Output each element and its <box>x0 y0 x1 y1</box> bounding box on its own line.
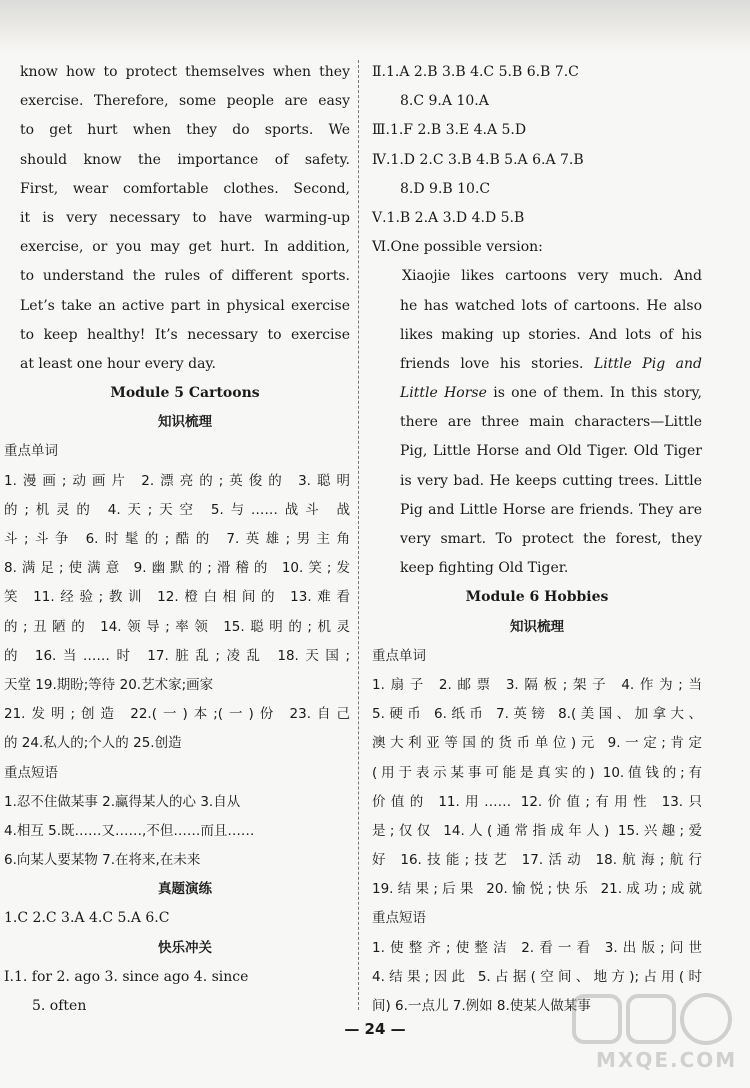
essay-line: exercise. Therefore, some people are easy <box>20 93 350 110</box>
words-line: 的 16.当……时 17.脏乱;凌乱 18.天国; <box>4 647 350 664</box>
story-line: keep fighting Old Tiger. <box>400 560 569 577</box>
phrases-line: 1.使整齐;使整洁 2.看一看 3.出版;问世 <box>372 939 702 956</box>
essay-line: to get hurt when they do sports. We <box>20 122 350 139</box>
section-heading-review: 知识梳理 <box>158 414 212 431</box>
exam-answers: 1.C 2.C 3.A 4.C 5.A 6.C <box>4 910 170 927</box>
module-title: Module 5 Cartoons <box>110 385 260 402</box>
answer-line: Ⅱ.1.A 2.B 3.B 4.C 5.B 6.B 7.C <box>372 64 579 80</box>
story-line: he has watched lots of cartoons. He also <box>400 297 702 314</box>
words-line: 澳大利亚等国的货币单位)元 9.一定;肯定 <box>372 735 702 752</box>
answer-line: Ⅳ.1.D 2.C 3.B 4.B 5.A 6.A 7.B <box>372 151 584 168</box>
right-column <box>372 58 702 1021</box>
phrases-line: 6.向某人要某物 7.在将来,在未来 <box>4 852 201 869</box>
essay-line: First, wear comfortable clothes. Second, <box>20 180 350 197</box>
essay-line: should know the importance of safety. <box>20 151 350 168</box>
words-line: 21.发明;创造 22.(一)本;(一)份 23.自己 <box>4 706 350 723</box>
story-line: is very bad. He keeps cutting trees. Little <box>400 472 702 489</box>
answer-line: 8.C 9.A 10.A <box>400 93 489 110</box>
words-line: 1.漫画;动画片 2.漂亮的;英俊的 3.聪明 <box>4 472 350 489</box>
story-line: Pig and Little Horse are friends. They are <box>400 501 702 518</box>
words-line: 价值的 11.用…… 12.价值;有用性 13.只 <box>372 793 702 810</box>
page-number: — 24 — <box>344 1020 406 1038</box>
essay-line: at least one hour every day. <box>20 355 216 372</box>
words-line: 的 24.私人的;个人的 25.创造 <box>4 735 182 752</box>
section-heading-words: 重点单词 <box>4 443 58 460</box>
words-line: (用于表示某事可能是真实的) 10.值钱的;有 <box>372 764 702 781</box>
words-line: 笑 11.经验;教训 12.橙白相间的 13.难看 <box>4 589 350 606</box>
left-column <box>4 58 350 1021</box>
column-divider <box>358 60 360 1010</box>
answer-line: Ⅴ.1.B 2.A 3.D 4.D 5.B <box>372 209 525 226</box>
section-heading-pass: 快乐冲关 <box>158 939 212 956</box>
phrases-line: 间) 6.一点儿 7.例如 8.使某人做某事 <box>372 998 591 1014</box>
top-scan-band <box>0 0 750 52</box>
words-line: 天堂 19.期盼;等待 20.艺术家;画家 <box>4 676 214 693</box>
words-line: 是;仅仅 14.人(通常指成年人) 15.兴趣;爱 <box>372 822 702 839</box>
words-line: 5.硬币 6.纸币 7.英镑 8.(美国、加拿大、 <box>372 706 702 723</box>
essay-line: exercise, or you may get hurt. In addition, <box>20 239 350 256</box>
story-line: Little Horse is one of them. In this story, <box>400 385 702 402</box>
pass-answers-line: Ⅰ.1. for 2. ago 3. since ago 4. since <box>4 968 249 985</box>
words-line: 的;丑陋的 14.领导;率领 15.聪明的;机灵 <box>4 618 350 635</box>
words-line: 斗;斗争 6.时髦的;酷的 7.英雄;男主角 <box>4 531 350 547</box>
essay-line: know how to protect themselves when they <box>20 64 350 80</box>
section-heading-phrases: 重点短语 <box>4 764 58 781</box>
phrases-line: 4.结果;因此 5.占据(空间、地方);占用(时 <box>372 968 702 985</box>
story-line: there are three main characters—Little <box>400 414 702 431</box>
essay-line: it is very necessary to have warming-up <box>20 209 350 226</box>
watermark-logo <box>556 990 746 1084</box>
story-line: Xiaojie likes cartoons very much. And <box>402 268 702 285</box>
phrases-line: 1.忍不住做某事 2.赢得某人的心 3.自从 <box>4 793 241 810</box>
story-line: very smart. To protect the forest, they <box>400 531 702 547</box>
answer-line: Ⅲ.1.F 2.B 3.E 4.A 5.D <box>372 122 527 139</box>
answer-line: Ⅵ.One possible version: <box>372 239 543 256</box>
watermark-text: MXQE.COM <box>596 1048 738 1072</box>
story-line: friends love his stories. Little Pig and <box>400 355 702 372</box>
story-line: Pig, Little Horse and Old Tiger. Old Tiger <box>400 443 702 460</box>
essay-line: to keep healthy! It’s necessary to exercise <box>20 326 350 343</box>
words-line: 1.扇子 2.邮票 3.隔板;架子 4.作为;当 <box>372 676 702 693</box>
words-line: 好 16.技能;技艺 17.活动 18.航海;航行 <box>372 852 702 869</box>
answer-line: 8.D 9.B 10.C <box>400 180 491 197</box>
words-line: 8.满足;使满意 9.幽默的;滑稽的 10.笑;发 <box>4 560 350 577</box>
section-heading-exam: 真题演练 <box>158 881 212 898</box>
pass-answers-line: 5. often <box>32 998 87 1014</box>
phrases-line: 4.相互 5.既……又……,不但……而且…… <box>4 822 255 839</box>
module-title: Module 6 Hobbies <box>465 589 609 606</box>
words-line: 的;机灵的 4.天;天空 5.与……战斗 战 <box>4 501 350 518</box>
section-heading-words: 重点单词 <box>372 647 426 664</box>
section-heading-phrases: 重点短语 <box>372 910 426 927</box>
essay-line: Let’s take an active part in physical exercise <box>20 297 350 314</box>
story-line: likes making up stories. And lots of his <box>400 326 702 343</box>
words-line: 19.结果;后果 20.愉悦;快乐 21.成功;成就 <box>372 881 702 898</box>
essay-line: to understand the rules of different sports. <box>20 268 350 285</box>
section-heading-review: 知识梳理 <box>510 618 564 635</box>
